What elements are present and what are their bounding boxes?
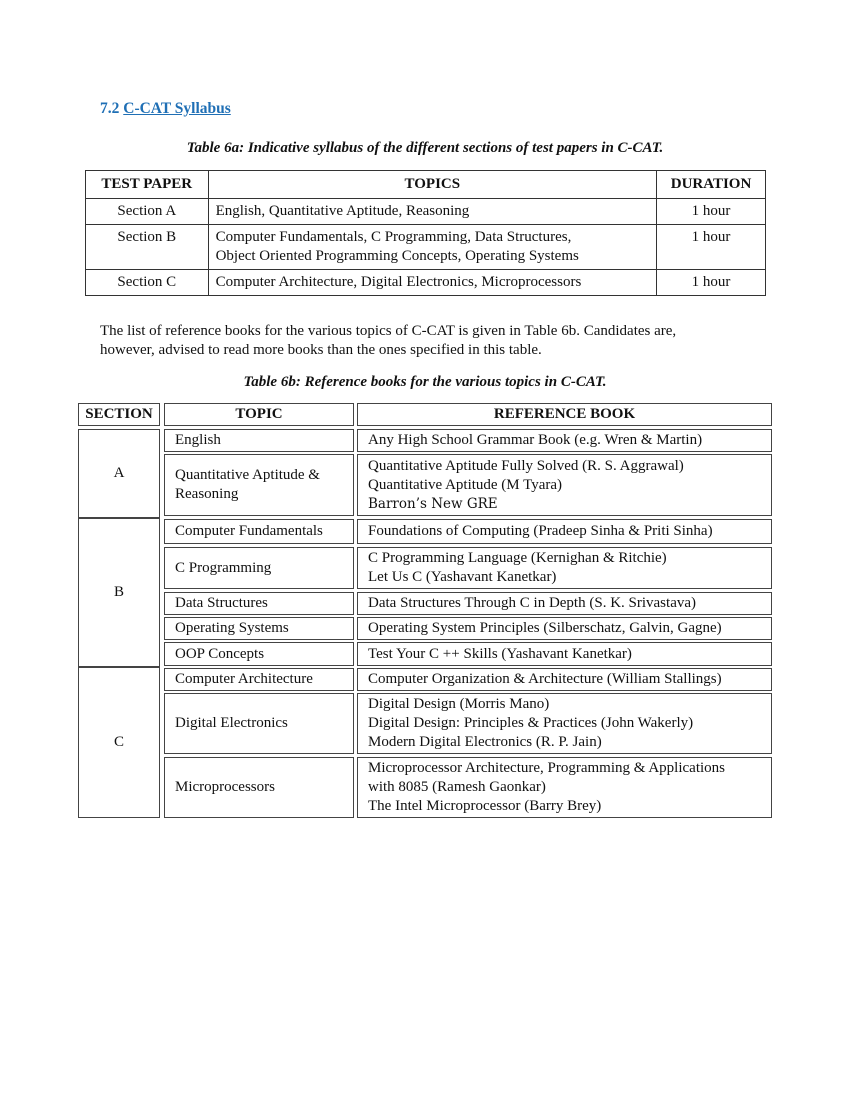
topic-line: Reasoning bbox=[175, 486, 239, 502]
reference-book-cell bbox=[357, 454, 772, 516]
section-number: 7.2 bbox=[100, 100, 120, 117]
col-header-section: SECTION bbox=[78, 403, 160, 426]
test-paper-cell: Section A bbox=[86, 199, 209, 225]
table-row bbox=[86, 199, 766, 225]
book-line: Quantitative Aptitude Fully Solved (R. S. Aggrawal) bbox=[368, 457, 684, 474]
book-line: The Intel Microprocessor (Barry Brey) bbox=[368, 798, 602, 814]
reference-book-cell bbox=[357, 642, 772, 666]
table-row bbox=[86, 270, 766, 296]
book-line: Let Us C (Yashavant Kanetkar) bbox=[368, 569, 557, 585]
test-paper-cell: Section B bbox=[86, 225, 209, 270]
section-c-cell: C bbox=[78, 667, 160, 818]
topic-cell bbox=[164, 454, 354, 516]
book-line: Digital Design (Morris Mano) bbox=[368, 696, 550, 712]
topic-cell bbox=[164, 642, 354, 666]
book-line: Data Structures Through C in Depth (S. K. Srivastava) bbox=[368, 595, 697, 611]
col-header-topics: TOPICS bbox=[208, 171, 657, 199]
topic-line: Data Structures bbox=[175, 595, 268, 611]
book-line: Foundations of Computing (Pradeep Sinha & Priti Sinha) bbox=[368, 523, 713, 539]
col-header-duration: DURATION bbox=[657, 171, 766, 199]
topics-line: Object Oriented Programming Concepts, Operating Systems bbox=[215, 248, 579, 264]
topic-line: Computer Fundamentals bbox=[175, 523, 323, 539]
topic-line: English bbox=[175, 432, 221, 448]
col-header-test-paper: TEST PAPER bbox=[86, 171, 209, 199]
book-line: with 8085 (Ramesh Gaonkar) bbox=[368, 779, 546, 795]
topics-line: English, Quantitative Aptitude, Reasoning bbox=[215, 203, 470, 219]
col-header-reference-book: REFERENCE BOOK bbox=[357, 403, 772, 426]
book-line: Test Your C ++ Skills (Yashavant Kanetkar) bbox=[368, 645, 632, 662]
topic-cell bbox=[164, 429, 354, 452]
duration-cell: 1 hour bbox=[657, 199, 766, 225]
reference-intro-paragraph bbox=[100, 322, 760, 360]
book-line: Computer Organization & Architecture (William Stallings) bbox=[368, 671, 722, 687]
section-heading bbox=[100, 100, 231, 118]
topic-line: Operating Systems bbox=[175, 620, 289, 636]
topic-cell bbox=[164, 757, 354, 818]
topic-cell bbox=[164, 693, 354, 754]
duration-cell: 1 hour bbox=[657, 225, 766, 270]
reference-book-cell bbox=[357, 547, 772, 589]
book-line: Any High School Grammar Book (e.g. Wren & Martin) bbox=[368, 432, 703, 448]
book-line: Operating System Principles (Silberschatz, Galvin, Gagne) bbox=[368, 620, 722, 636]
topics-cell bbox=[208, 270, 657, 296]
reference-book-cell bbox=[357, 592, 772, 615]
book-line: Microprocessor Architecture, Programming & Applications bbox=[368, 760, 726, 776]
book-line: Quantitative Aptitude (M Tyara) bbox=[368, 476, 563, 493]
reference-book-cell bbox=[357, 668, 772, 691]
reference-book-cell bbox=[357, 519, 772, 544]
test-paper-cell: Section C bbox=[86, 270, 209, 296]
topic-cell bbox=[164, 668, 354, 691]
topic-line: C Programming bbox=[175, 559, 272, 576]
section-b-cell: B bbox=[78, 518, 160, 667]
reference-book-cell bbox=[357, 693, 772, 754]
topic-line: Digital Electronics bbox=[175, 715, 288, 731]
table-row bbox=[86, 225, 766, 270]
topic-line: Quantitative Aptitude & bbox=[175, 467, 320, 483]
col-header-topic: TOPIC bbox=[164, 403, 354, 426]
topics-line: Computer Architecture, Digital Electronics, Microprocessors bbox=[215, 274, 582, 290]
topics-cell bbox=[208, 225, 657, 270]
topic-cell bbox=[164, 592, 354, 615]
table-header-row bbox=[86, 171, 766, 199]
topic-line: OOP Concepts bbox=[175, 645, 265, 662]
topic-line: Microprocessors bbox=[175, 779, 275, 795]
book-line: Digital Design: Principles & Practices (John Wakerly) bbox=[368, 715, 694, 731]
topic-cell bbox=[164, 547, 354, 589]
topic-line: Computer Architecture bbox=[175, 671, 313, 687]
book-line: Modern Digital Electronics (R. P. Jain) bbox=[368, 734, 602, 750]
paragraph-line: The list of reference books for the various topics of C-CAT is given in Table 6b. Candidates are, bbox=[100, 323, 677, 339]
reference-book-cell bbox=[357, 757, 772, 818]
topic-cell bbox=[164, 519, 354, 544]
paragraph-line: however, advised to read more books than the ones specified in this table. bbox=[100, 342, 542, 358]
topics-cell bbox=[208, 199, 657, 225]
book-line: Barron’s New GRE bbox=[368, 495, 498, 512]
topic-cell bbox=[164, 617, 354, 640]
book-line: C Programming Language (Kernighan & Ritchie) bbox=[368, 550, 667, 566]
section-title-link[interactable]: C-CAT Syllabus bbox=[123, 100, 231, 117]
duration-cell: 1 hour bbox=[657, 270, 766, 296]
section-a-cell: A bbox=[78, 429, 160, 518]
table-6b-caption: Table 6b: Reference books for the various topics in C-CAT. bbox=[243, 374, 607, 390]
reference-book-cell bbox=[357, 429, 772, 452]
reference-book-cell bbox=[357, 617, 772, 640]
topics-line: Computer Fundamentals, C Programming, Data Structures, bbox=[215, 229, 572, 245]
table-6a-caption: Table 6a: Indicative syllabus of the different sections of test papers in C-CAT. bbox=[186, 140, 664, 156]
table-6a bbox=[85, 170, 766, 296]
